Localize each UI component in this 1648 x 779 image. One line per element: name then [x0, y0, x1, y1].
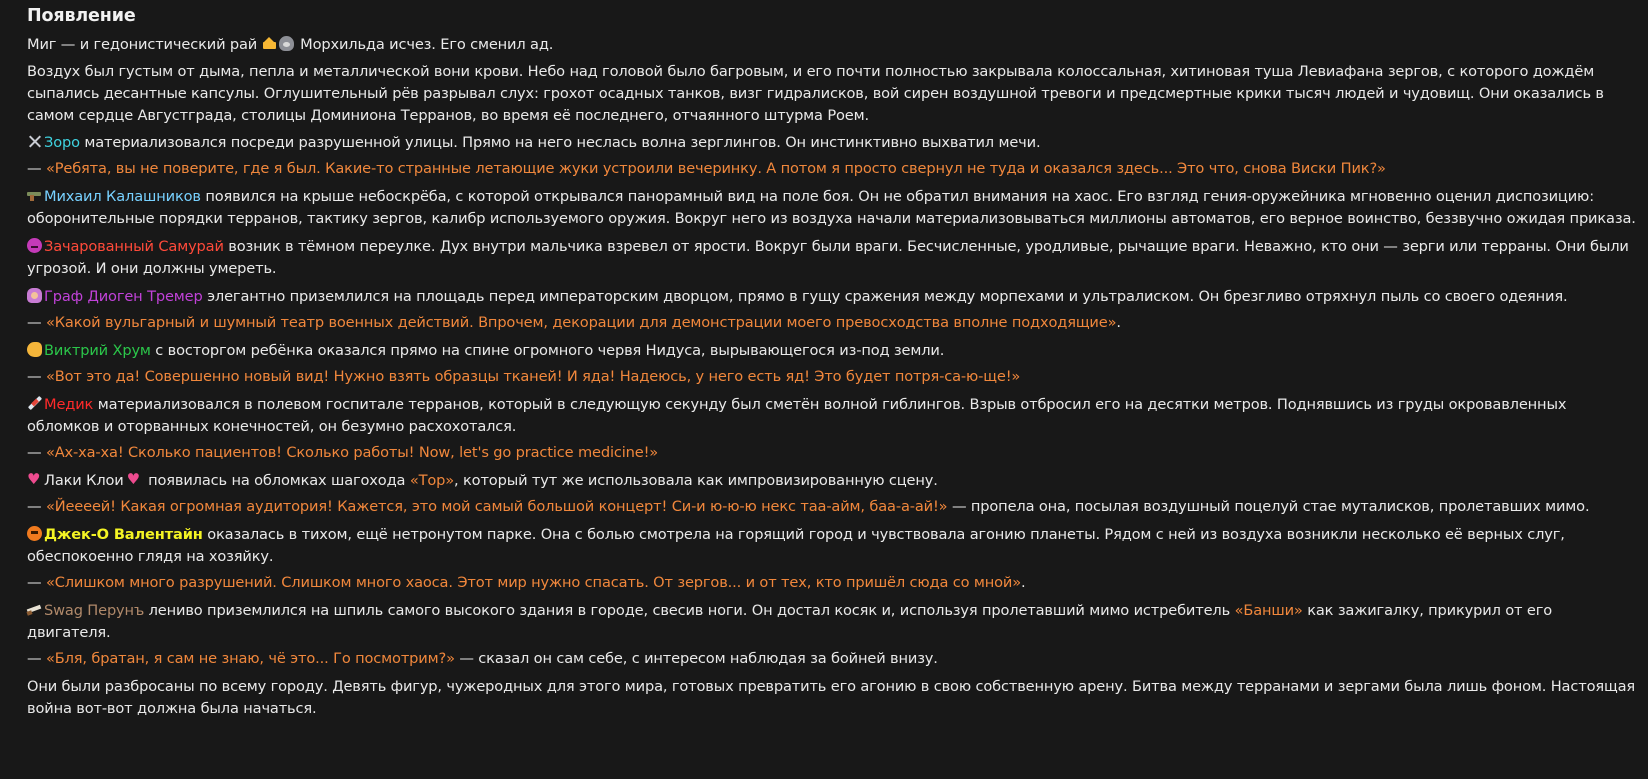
outro-paragraph: Они были разбросаны по всему городу. Девять фигур, чужеродных для этого мира, готовых превратить его агонию в свою собственную арену. Битва между терранами и зергами была лишь фоном. Настоящая война вот-вот должна была начаться. — [27, 678, 1635, 717]
viktriy-entry — [27, 340, 1639, 388]
laki-text-after: , который тут же использовала как импровизированную сцену. — [454, 472, 938, 489]
graf-end: . — [1116, 314, 1121, 331]
mage-icon — [27, 288, 42, 303]
medic-entry — [27, 394, 1639, 464]
rifle-icon — [27, 188, 42, 203]
zoro-name: Зоро — [44, 134, 80, 151]
jack-end: . — [1021, 574, 1026, 591]
zoro-text: материализовался посреди разрушенной улицы. Прямо на него неслась волна зерглингов. Он инстинктивно выхватил мечи. — [79, 134, 1041, 151]
misha-name: Михаил Калашников — [44, 188, 201, 205]
jack-name: Джек-О Валентайн — [44, 526, 203, 543]
swag-text-after: как зажигалку, прикурил от его двигателя. — [27, 602, 1553, 641]
wolf-icon — [279, 36, 294, 51]
laki-tor: «Тор» — [409, 472, 455, 489]
medic-text: материализовался в полевом госпитале терранов, который в следующую секунду был сметён волной гиблингов. Взрыв отбросил его на десятки метров. Поднявшись из груды окровавленных обломков и оторванных конечностей, он безумно расхохотался. — [27, 396, 1567, 435]
samurai-name: Зачарованный Самурай — [44, 238, 224, 255]
scene-paragraph: Воздух был густым от дыма, пепла и металлической вони крови. Небо над головой было багровым, и его почти полностью закрывала колоссальная, хитиновая туша Левиафана зергов, с которого дождём сыпались десантные капсулы. Оглушительный рёв разрывал слух: грохот осадных танков, визг гидралисков, вой сирен воздушной тревоги и предсмертные крики тысяч людей и чудовищ. Они оказались в самом сердце Августграда, столицы Доминиона Терранов, во время её последнего, отчаянного штурма Роем. — [27, 63, 1604, 124]
swag-banshee: «Банши» — [1234, 602, 1303, 619]
syringe-icon — [27, 396, 42, 411]
laki-entry — [27, 470, 1639, 518]
viktriy-dash: — — [27, 368, 46, 385]
muscle-icon — [27, 342, 42, 357]
viktriy-name: Виктрий Хрум — [44, 342, 151, 359]
graf-entry — [27, 286, 1639, 334]
medic-name: Медик — [44, 396, 94, 413]
jack-text: оказалась в тихом, ещё нетронутом парке. Она с болью смотрела на горящий город и чувствовала агонию планеты. Рядом с ней из воздуха возникли несколько её верных слуг, обеспокоенно глядя на хозяйку. — [27, 526, 1565, 565]
zoro-quote: «Ребята, вы не поверите, где я был. Какие-то странные летающие жуки устроили вечеринку. А потом я просто свернул не туда и оказался здесь... Это что, снова Виски Пик?» — [45, 160, 1386, 177]
hearts-icon — [27, 472, 42, 487]
laki-name: Лаки Клои — [44, 472, 124, 489]
jack-entry — [27, 524, 1639, 594]
laki-quote: «Йеееей! Какая огромная аудитория! Кажется, это мой самый большой концерт! Си-и ю-ю-ю некс таа-айм, баа-а-ай!» — [45, 498, 948, 515]
intro-paragraph — [27, 34, 1639, 56]
story-page — [27, 6, 1639, 720]
samurai-entry — [27, 236, 1639, 280]
misha-entry — [27, 186, 1639, 230]
medic-quote: «Ах-ха-ха! Сколько пациентов! Сколько работы! Now, let's go practice medicine!» — [45, 444, 659, 461]
swag-quote: «Бля, братан, я сам не знаю, чё это... Го посмотрим?» — [45, 650, 455, 667]
intro-text-before: Миг — и гедонистический рай — [27, 36, 258, 53]
joint-icon — [27, 602, 42, 617]
graf-dash: — — [27, 314, 46, 331]
graf-name: Граф Диоген Тремер — [44, 288, 203, 305]
zoro-dash: — — [27, 160, 46, 177]
medic-dash: — — [27, 444, 46, 461]
swag-name: Swag Перунъ — [44, 602, 145, 619]
hearts-icon-after — [127, 472, 142, 487]
intro-text-after: Морхильда исчез. Его сменил ад. — [300, 36, 554, 53]
zoro-entry — [27, 132, 1639, 180]
crossed-swords-icon — [27, 134, 42, 149]
graf-quote: «Какой вульгарный и шумный театр военных действий. Впрочем, декорации для демонстрации моего превосходства вполне подходящие» — [45, 314, 1117, 331]
swag-dash: — — [27, 650, 46, 667]
devil-icon — [27, 238, 42, 253]
crown-icon — [262, 36, 277, 51]
swag-entry — [27, 600, 1639, 670]
laki-text-before: появилась на обломках шагохода — [143, 472, 410, 489]
laki-tail: — пропела она, посылая воздушный поцелуй стае муталисков, пролетавших мимо. — [947, 498, 1590, 515]
jack-quote: «Слишком много разрушений. Слишком много хаоса. Этот мир нужно спасать. От зергов... и от тех, кто пришёл сюда со мной» — [45, 574, 1022, 591]
jack-dash: — — [27, 574, 46, 591]
viktriy-text: с восторгом ребёнка оказался прямо на спине огромного червя Нидуса, вырывающегося из-под земли. — [150, 342, 945, 359]
pumpkin-icon — [27, 526, 42, 541]
graf-text: элегантно приземлился на площадь перед императорским дворцом, прямо в гущу сражения между морпехами и ультралиском. Он брезгливо отряхнул пыль со своего одеяния. — [202, 288, 1568, 305]
viktriy-quote: «Вот это да! Совершенно новый вид! Нужно взять образцы тканей! И яда! Надеюсь, у него есть яд! Это будет потря-са-ю-ще!» — [45, 368, 1021, 385]
samurai-text: возник в тёмном переулке. Дух внутри мальчика взревел от ярости. Вокруг были враги. Бесчисленные, уродливые, рычащие враги. Неважно, кто они — зерги или терраны. Они были угрозой. И они должны умереть. — [27, 238, 1629, 277]
swag-tail: — сказал он сам себе, с интересом наблюдая за бойней внизу. — [454, 650, 938, 667]
laki-dash: — — [27, 498, 46, 515]
swag-text-before: лениво приземлился на шпиль самого высокого здания в городе, свесив ноги. Он достал косяк и, используя пролетавший мимо истребитель — [144, 602, 1235, 619]
misha-text: появился на крыше небоскрёба, с которой открывался панорамный вид на поле боя. Он не обратил внимания на хаос. Его взгляд гения-оружейника мгновенно оценил диспозицию: оборонительные порядки терранов, тактику зергов, калибр используемого оружия. Вокруг него из воздуха начали материализовываться миллионы автоматов, его верное воинство, беззвучно ожидая приказа. — [27, 188, 1636, 227]
section-heading: Появление — [27, 6, 136, 26]
